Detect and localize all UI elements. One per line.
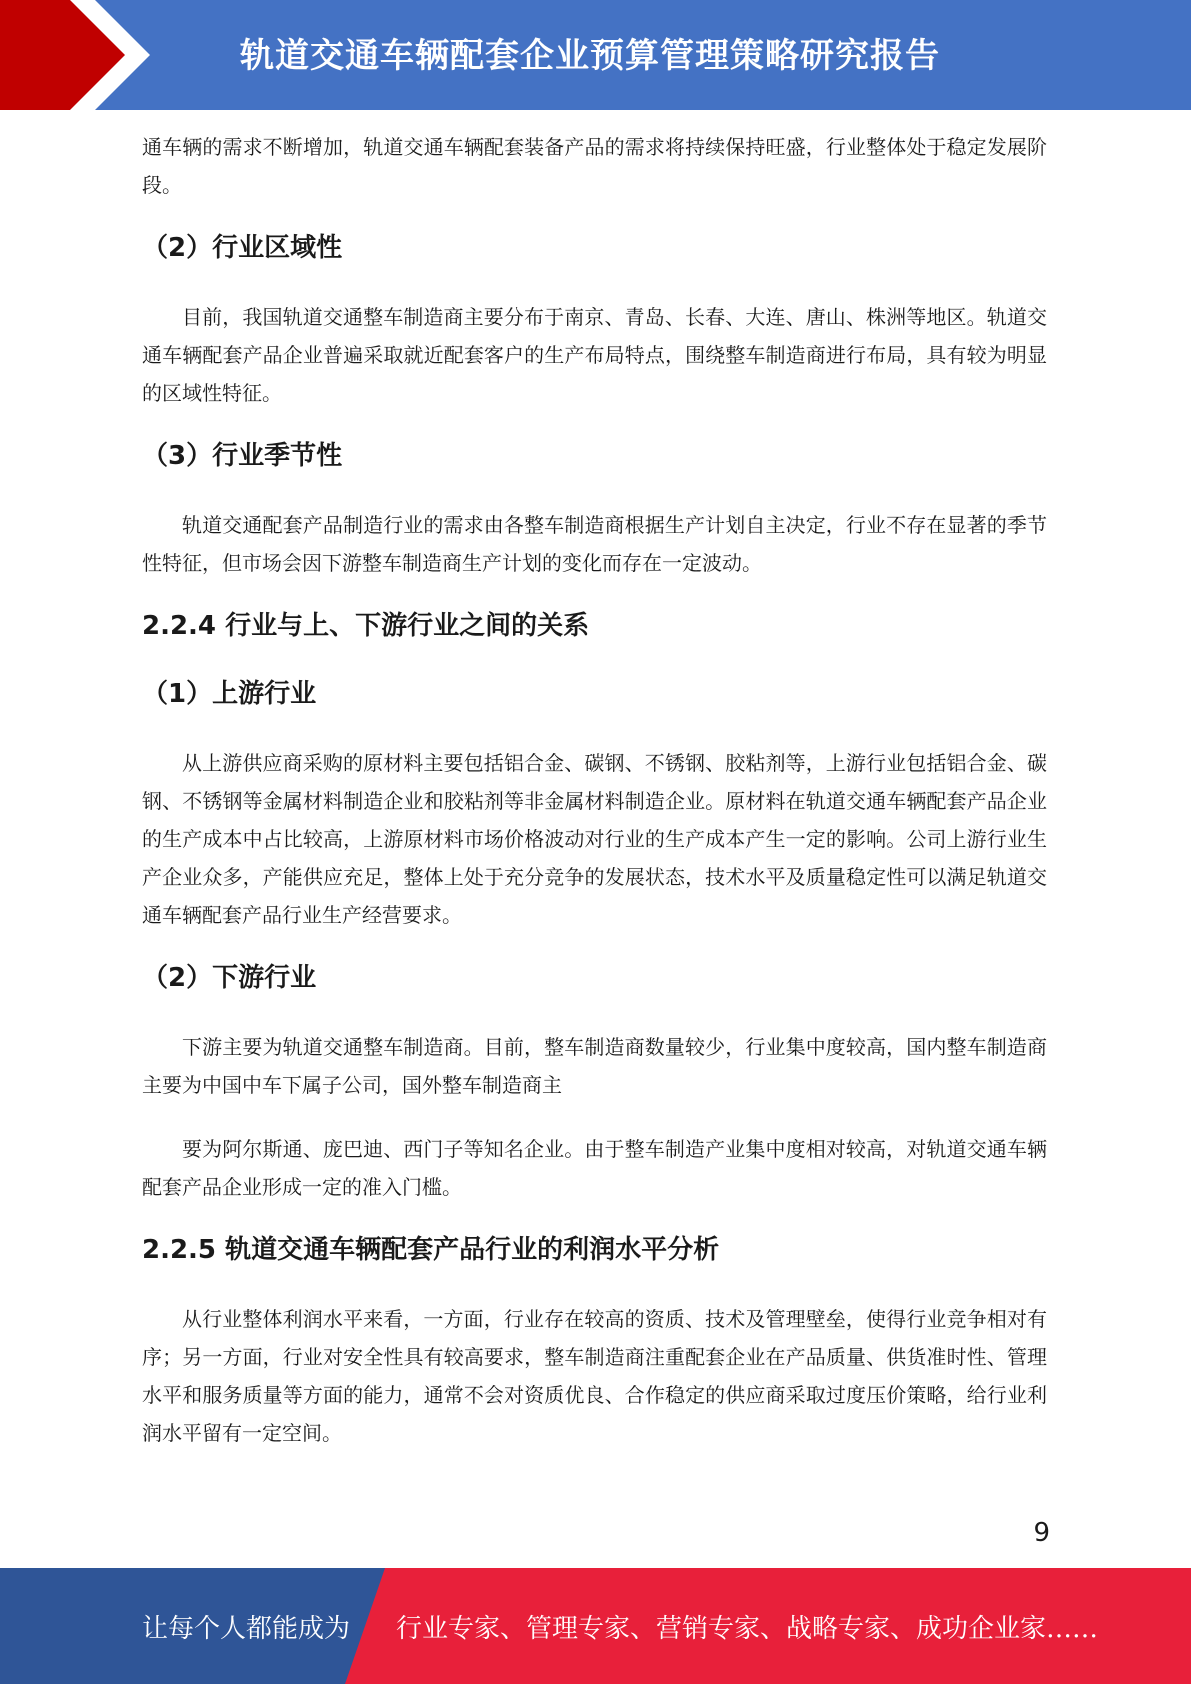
footer-slogan-right: 行业专家、管理专家、营销专家、战略专家、成功企业家…… xyxy=(396,1614,1099,1644)
heading-downstream: （2）下游行业 xyxy=(142,963,317,993)
document-title: 轨道交通车辆配套企业预算管理策略研究报告 xyxy=(240,36,940,76)
heading-section-2-2-4: 2.2.4 行业与上、下游行业之间的关系 xyxy=(142,611,590,641)
paragraph-downstream-2: 要为阿尔斯通、庞巴迪、西门子等知名企业。由于整车制造产业集中度相对较高，对轨道交通车辆配套产品企业形成一定的准入门槛。 xyxy=(142,1137,1047,1199)
page-footer xyxy=(0,1568,1191,1684)
paragraph-seasonal: 轨道交通配套产品制造行业的需求由各整车制造商根据生产计划自主决定，行业不存在显著的季节性特征，但市场会因下游整车制造商生产计划的变化而存在一定波动。 xyxy=(142,513,1047,575)
paragraph-downstream-1: 下游主要为轨道交通整车制造商。目前，整车制造商数量较少，行业集中度较高，国内整车制造商主要为中国中车下属子公司，国外整车制造商主 xyxy=(142,1035,1047,1097)
paragraph-upstream: 从上游供应商采购的原材料主要包括铝合金、碳钢、不锈钢、胶粘剂等，上游行业包括铝合金、碳钢、不锈钢等金属材料制造企业和胶粘剂等非金属材料制造企业。原材料在轨道交通车辆配套产品企业的生产成本中占比较高，上游原材料市场价格波动对行业的生产成本产生一定的影响。公司上游行业生产企业众多，产能供应充足，整体上处于充分竞争的发展状态，技术水平及质量稳定性可以满足轨道交通车辆配套产品行业生产经营要求。 xyxy=(142,751,1047,927)
heading-section-2-2-5: 2.2.5 轨道交通车辆配套产品行业的利润水平分析 xyxy=(142,1235,720,1265)
footer-slogan-left: 让每个人都能成为 xyxy=(142,1614,351,1644)
paragraph-profit: 从行业整体利润水平来看，一方面，行业存在较高的资质、技术及管理壁垒，使得行业竞争相对有序；另一方面，行业对安全性具有较高要求，整车制造商注重配套企业在产品质量、供货准时性、管理水平和服务质量等方面的能力，通常不会对资质优良、合作稳定的供应商采取过度压价策略，给行业利润水平留有一定空间。 xyxy=(142,1307,1047,1445)
paragraph-intro: 通车辆的需求不断增加，轨道交通车辆配套装备产品的需求将持续保持旺盛，行业整体处于稳定发展阶段。 xyxy=(142,135,1047,197)
document-body xyxy=(142,128,1047,1478)
heading-upstream: （1）上游行业 xyxy=(142,679,317,709)
page-number: 9 xyxy=(1033,1518,1050,1548)
heading-industry-seasonal: （3）行业季节性 xyxy=(142,441,343,471)
page-header xyxy=(0,0,1191,110)
heading-industry-regional: （2）行业区域性 xyxy=(142,233,343,263)
paragraph-regional: 目前，我国轨道交通整车制造商主要分布于南京、青岛、长春、大连、唐山、株洲等地区。轨道交通车辆配套产品企业普遍采取就近配套客户的生产布局特点，围绕整车制造商进行布局，具有较为明显的区域性特征。 xyxy=(142,305,1047,405)
